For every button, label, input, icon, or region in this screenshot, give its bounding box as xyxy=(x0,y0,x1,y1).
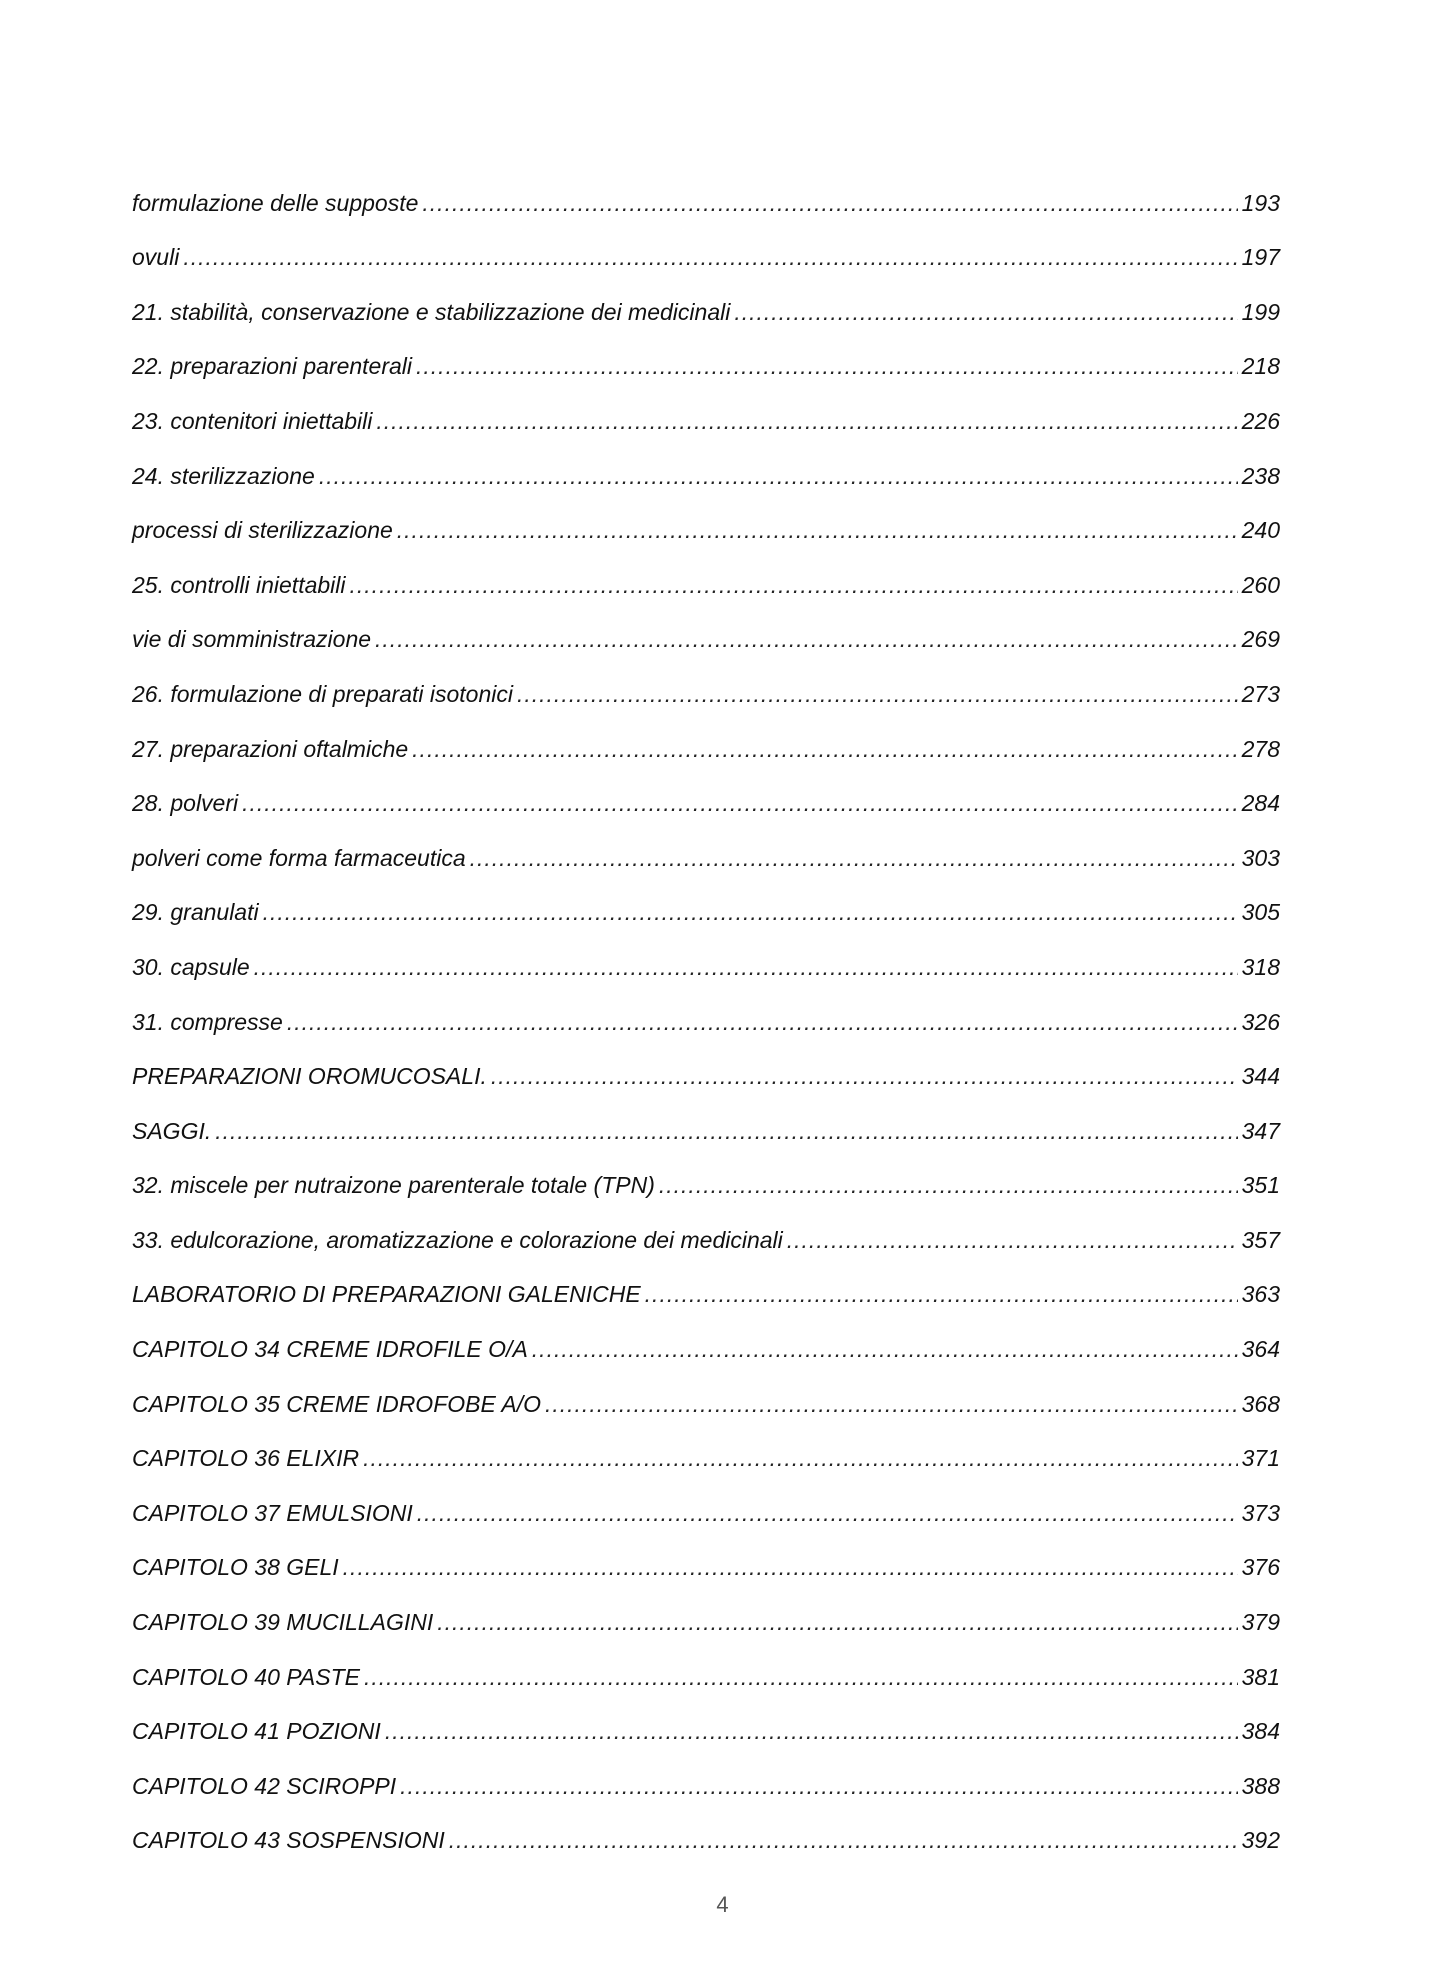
toc-entry-page-number: 368 xyxy=(1241,1390,1280,1417)
toc-dot-leader xyxy=(412,738,1237,761)
toc-dot-leader xyxy=(364,1666,1238,1689)
toc-entry-title: 26. formulazione di preparati isotonici xyxy=(132,680,513,707)
toc-entry-title: LABORATORIO DI PREPARAZIONI GALENICHE xyxy=(132,1281,641,1308)
toc-entry-page-number: 278 xyxy=(1241,735,1280,762)
toc-dot-leader xyxy=(263,901,1238,924)
toc-entry-page-number: 269 xyxy=(1241,626,1280,653)
toc-entry-title: CAPITOLO 36 ELIXIR xyxy=(132,1445,360,1472)
toc-dot-leader xyxy=(385,1720,1238,1743)
toc-entry[interactable] xyxy=(132,1088,1280,1143)
toc-entry-title: CAPITOLO 34 CREME IDROFILE O/A xyxy=(132,1336,528,1363)
toc-entry-page-number: 284 xyxy=(1241,790,1280,817)
toc-entry-page-number: 238 xyxy=(1241,462,1280,489)
toc-entry-page-number: 373 xyxy=(1241,1499,1280,1526)
toc-entry-page-number: 199 xyxy=(1241,298,1280,325)
toc-dot-leader xyxy=(397,519,1238,542)
toc-dot-leader xyxy=(422,192,1237,215)
toc-dot-leader xyxy=(491,1065,1238,1088)
toc-entry-page-number: 371 xyxy=(1241,1445,1280,1472)
toc-dot-leader xyxy=(545,1393,1238,1416)
toc-entry-page-number: 303 xyxy=(1241,844,1280,871)
toc-entry-page-number: 364 xyxy=(1241,1336,1280,1363)
toc-entry-title: CAPITOLO 39 MUCILLAGINI xyxy=(132,1609,434,1636)
toc-entry-title: formulazione delle supposte xyxy=(132,189,419,216)
toc-entry-title: CAPITOLO 40 PASTE xyxy=(132,1663,360,1690)
toc-entry-page-number: 351 xyxy=(1241,1172,1280,1199)
page-number: 4 xyxy=(716,1892,729,1917)
toc-entry-page-number: 218 xyxy=(1241,353,1280,380)
toc-entry-page-number: 381 xyxy=(1241,1663,1280,1690)
toc-entry-page-number: 197 xyxy=(1241,244,1280,271)
toc-dot-leader xyxy=(363,1447,1238,1470)
toc-entry-page-number: 376 xyxy=(1241,1554,1280,1581)
toc-entry-title: 31. compresse xyxy=(132,1008,283,1035)
toc-entry[interactable] xyxy=(132,488,1280,543)
toc-entry[interactable] xyxy=(132,924,1280,979)
toc-dot-leader xyxy=(470,847,1238,870)
toc-dot-leader xyxy=(254,956,1238,979)
toc-entry-page-number: 392 xyxy=(1241,1827,1280,1854)
toc-dot-leader xyxy=(517,683,1238,706)
toc-entry-page-number: 305 xyxy=(1241,899,1280,926)
toc-entry-title: PREPARAZIONI OROMUCOSALI. xyxy=(132,1063,487,1090)
toc-entry-title: CAPITOLO 38 GELI xyxy=(132,1554,339,1581)
toc-dot-leader xyxy=(659,1174,1238,1197)
toc-dot-leader xyxy=(400,1775,1237,1798)
toc-entry-title: 28. polveri xyxy=(132,790,239,817)
toc-entry[interactable] xyxy=(132,160,1280,215)
toc-dot-leader xyxy=(319,465,1238,488)
toc-entry[interactable] xyxy=(132,1470,1280,1525)
toc-entry[interactable] xyxy=(132,1252,1280,1307)
toc-entry-title: processi di sterilizzazione xyxy=(132,517,393,544)
toc-entry-title: CAPITOLO 42 SCIROPPI xyxy=(132,1772,397,1799)
toc-dot-leader xyxy=(350,574,1238,597)
toc-dot-leader xyxy=(343,1556,1238,1579)
toc-dot-leader xyxy=(532,1338,1238,1361)
toc-entry-title: CAPITOLO 35 CREME IDROFOBE A/O xyxy=(132,1390,541,1417)
toc-entry[interactable] xyxy=(132,542,1280,597)
toc-dot-leader xyxy=(376,410,1237,433)
toc-entry-title: polveri come forma farmaceutica xyxy=(132,844,466,871)
toc-entry[interactable] xyxy=(132,706,1280,761)
toc-entry-title: 25. controlli iniettabili xyxy=(132,571,346,598)
toc-dot-leader xyxy=(183,246,1237,269)
toc-entry-title: vie di somministrazione xyxy=(132,626,372,653)
toc-dot-leader xyxy=(287,1011,1238,1034)
toc-entry[interactable] xyxy=(132,215,1280,270)
toc-dot-leader xyxy=(375,628,1238,651)
toc-entry-page-number: 384 xyxy=(1241,1718,1280,1745)
toc-entry[interactable] xyxy=(132,1197,1280,1252)
toc-entry-title: 21. stabilità, conservazione e stabilizzazione dei medicinali xyxy=(132,298,731,325)
toc-entry-title: 29. granulati xyxy=(132,899,259,926)
toc-entry-title: CAPITOLO 41 POZIONI xyxy=(132,1718,381,1745)
toc-entry[interactable] xyxy=(132,1743,1280,1798)
toc-entry[interactable] xyxy=(132,761,1280,816)
toc-dot-leader xyxy=(215,1120,1237,1143)
toc-entry-page-number: 260 xyxy=(1241,571,1280,598)
toc-entry[interactable] xyxy=(132,433,1280,488)
toc-entry[interactable] xyxy=(132,651,1280,706)
toc-entry[interactable] xyxy=(132,1034,1280,1089)
toc-entry-page-number: 379 xyxy=(1241,1609,1280,1636)
toc-entry[interactable] xyxy=(132,1306,1280,1361)
toc-dot-leader xyxy=(417,1502,1238,1525)
toc-entry[interactable] xyxy=(132,870,1280,925)
table-of-contents xyxy=(132,160,1280,1852)
toc-entry-page-number: 347 xyxy=(1241,1117,1280,1144)
toc-entry-title: SAGGI. xyxy=(132,1117,212,1144)
toc-entry[interactable] xyxy=(132,269,1280,324)
toc-entry-page-number: 193 xyxy=(1241,189,1280,216)
toc-entry-title: 24. sterilizzazione xyxy=(132,462,315,489)
toc-entry[interactable] xyxy=(132,1689,1280,1744)
toc-dot-leader xyxy=(416,355,1238,378)
toc-entry[interactable] xyxy=(132,378,1280,433)
toc-entry-page-number: 326 xyxy=(1241,1008,1280,1035)
toc-entry-title: 33. edulcorazione, aromatizzazione e colorazione dei medicinali xyxy=(132,1226,783,1253)
toc-entry-page-number: 388 xyxy=(1241,1772,1280,1799)
toc-entry[interactable] xyxy=(132,1634,1280,1689)
toc-entry[interactable] xyxy=(132,1525,1280,1580)
toc-entry-page-number: 363 xyxy=(1241,1281,1280,1308)
toc-entry-title: 32. miscele per nutraizone parenterale totale (TPN) xyxy=(132,1172,655,1199)
toc-entry-page-number: 240 xyxy=(1241,517,1280,544)
toc-dot-leader xyxy=(645,1283,1238,1306)
toc-entry[interactable] xyxy=(132,1143,1280,1198)
toc-entry-title: 23. contenitori iniettabili xyxy=(132,407,373,434)
toc-entry-title: CAPITOLO 37 EMULSIONI xyxy=(132,1499,413,1526)
toc-entry[interactable] xyxy=(132,1579,1280,1634)
toc-entry[interactable] xyxy=(132,324,1280,379)
toc-entry[interactable] xyxy=(132,1416,1280,1471)
toc-entry[interactable] xyxy=(132,1798,1280,1853)
toc-entry-page-number: 226 xyxy=(1241,407,1280,434)
toc-dot-leader xyxy=(787,1229,1238,1252)
toc-dot-leader xyxy=(449,1829,1238,1852)
toc-dot-leader xyxy=(242,792,1238,815)
toc-entry-title: ovuli xyxy=(132,244,180,271)
toc-entry[interactable] xyxy=(132,979,1280,1034)
toc-entry[interactable] xyxy=(132,597,1280,652)
toc-entry-title: 22. preparazioni parenterali xyxy=(132,353,413,380)
toc-entry-page-number: 273 xyxy=(1241,680,1280,707)
toc-entry-page-number: 357 xyxy=(1241,1226,1280,1253)
toc-entry-title: 30. capsule xyxy=(132,953,250,980)
toc-dot-leader xyxy=(437,1611,1237,1634)
toc-entry-title: 27. preparazioni oftalmiche xyxy=(132,735,409,762)
toc-entry-page-number: 318 xyxy=(1241,953,1280,980)
toc-entry-page-number: 344 xyxy=(1241,1063,1280,1090)
toc-entry[interactable] xyxy=(132,1361,1280,1416)
toc-entry-title: CAPITOLO 43 SOSPENSIONI xyxy=(132,1827,445,1854)
toc-entry[interactable] xyxy=(132,815,1280,870)
toc-dot-leader xyxy=(734,301,1237,324)
